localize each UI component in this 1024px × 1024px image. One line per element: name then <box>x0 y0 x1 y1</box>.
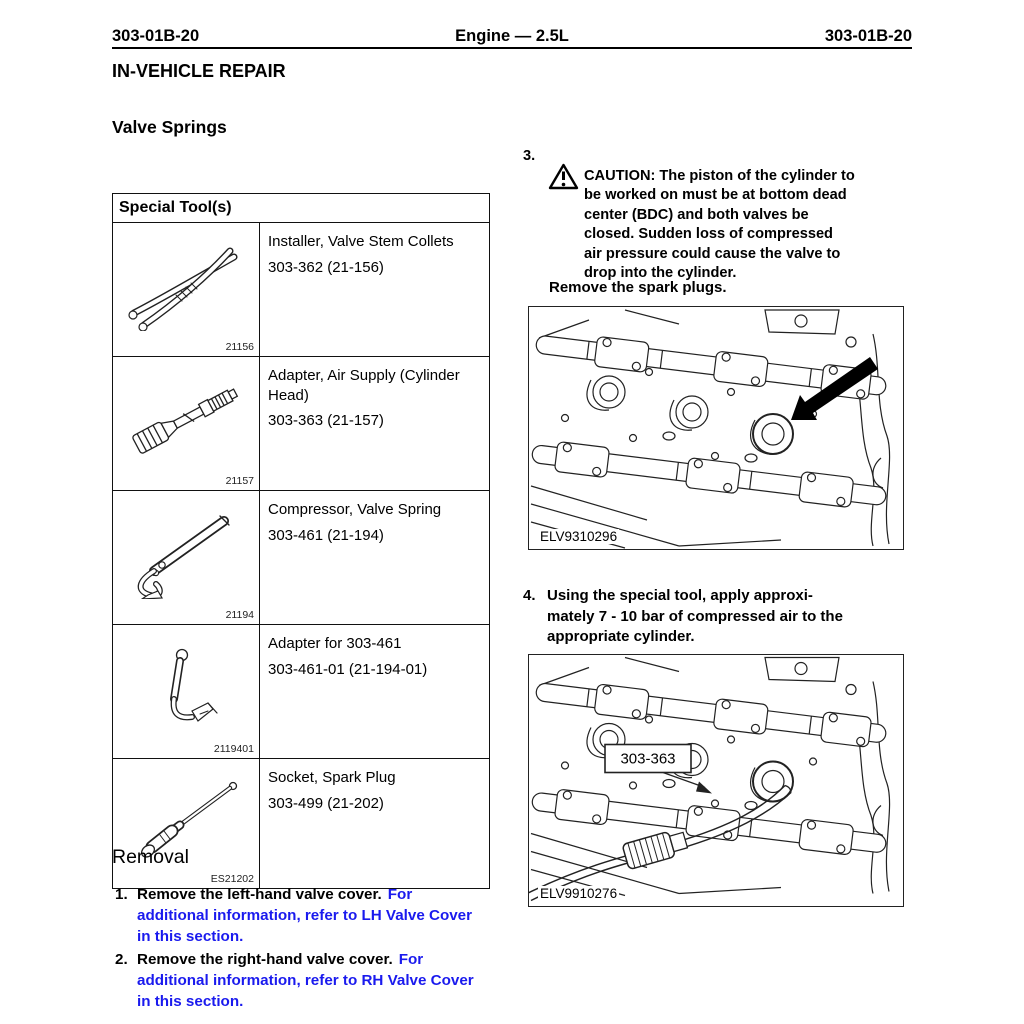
chapter-title: Engine — 2.5L <box>455 27 569 45</box>
engine-line-art <box>529 307 903 549</box>
section-code-left: 303-01B-20 <box>112 27 200 45</box>
warning-triangle-icon <box>548 143 579 196</box>
engine-line-art-with-tool <box>529 655 903 906</box>
tool-image-cell <box>113 357 260 491</box>
step-instruction: Remove the left-hand valve cover. <box>137 886 382 903</box>
tool-image-cell <box>113 625 260 759</box>
step-number: 3. <box>523 148 536 164</box>
tool-image-cell <box>113 223 260 357</box>
rh-valve-cover-link[interactable]: For additional information, refer to RH Valve Cover in this section. <box>137 951 474 1010</box>
tool-callout-label: 303-363 <box>620 750 676 768</box>
air-supply-adapter-icon <box>120 373 252 465</box>
collet-installer-icon <box>120 239 252 331</box>
spark-plug-instruction: Remove the spark plugs. <box>549 279 727 296</box>
tool-image-cell <box>113 491 260 625</box>
page-header <box>112 27 912 46</box>
tool-number: 303-363 (21-157) <box>268 412 384 429</box>
tool-image-code: 21156 <box>225 341 254 353</box>
tool-desc-cell <box>260 491 490 625</box>
tool-number: 303-461 (21-194) <box>268 526 384 544</box>
tool-image-code: ES21202 <box>210 873 254 885</box>
step-number: 1. <box>115 886 128 903</box>
tool-name: Adapter for 303-461 <box>268 635 402 652</box>
tool-number: 303-362 (21-156) <box>268 258 384 276</box>
table-row <box>113 357 490 491</box>
compressor-adapter-icon <box>120 641 252 733</box>
tool-number: 303-499 (21-202) <box>268 794 384 812</box>
special-tools-table <box>112 193 490 889</box>
callout-arrowhead <box>696 782 712 794</box>
tool-image-cell <box>113 759 260 889</box>
tool-desc-cell <box>260 223 490 357</box>
figure-code: ELV9310296 <box>540 529 618 544</box>
topic-title: Valve Springs <box>112 117 227 137</box>
table-row <box>113 759 490 889</box>
table-row <box>113 491 490 625</box>
figure-cylinder-head <box>528 306 904 550</box>
caution-body: CAUTION: The piston of the cylinder to be worked on must be at bottom dead center (BDC) and both valves be closed. Sudden loss of compressed air pressure could cause the valve to drop into the cylinder. <box>584 167 855 281</box>
tool-name: Socket, Spark Plug <box>268 769 396 786</box>
tool-desc-cell <box>260 357 490 491</box>
step-number: 4. <box>523 587 536 604</box>
tool-image-code: 21157 <box>225 475 254 487</box>
table-row <box>113 223 490 357</box>
removal-step-1 <box>115 884 481 947</box>
figure-air-supply-tool <box>528 654 904 907</box>
step-text: Using the special tool, apply approxi- mately 7 - 10 bar of compressed air to the appropriate cylinder. <box>547 587 843 645</box>
step-number: 2. <box>115 951 128 968</box>
lh-valve-cover-link[interactable]: For additional information, refer to LH Valve Cover in this section. <box>137 886 473 945</box>
section-title: IN-VEHICLE REPAIR <box>112 61 286 81</box>
special-tools-header: Special Tool(s) <box>113 194 490 223</box>
step-text <box>137 884 481 947</box>
tool-name: Adapter, Air Supply (Cylinder Head) <box>268 367 460 404</box>
tool-name: Installer, Valve Stem Collets <box>268 233 454 250</box>
tool-name: Compressor, Valve Spring <box>268 501 442 518</box>
table-row <box>113 625 490 759</box>
step-3 <box>523 147 923 284</box>
removal-step-2 <box>115 949 481 1012</box>
tool-desc-cell <box>260 759 490 889</box>
caution-text <box>547 147 855 284</box>
step-4 <box>523 586 923 648</box>
table-header-row <box>113 194 490 223</box>
tool-image-code: 21194 <box>225 609 254 621</box>
step-text <box>137 949 481 1012</box>
valve-spring-compressor-icon <box>120 507 252 599</box>
removal-heading: Removal <box>112 846 189 868</box>
tool-desc-cell <box>260 625 490 759</box>
header-rule <box>112 47 912 49</box>
tool-number: 303-461-01 (21-194-01) <box>268 660 428 678</box>
removal-steps <box>115 884 481 1014</box>
tool-image-code: 2119401 <box>213 743 254 755</box>
figure-code: ELV9910276 <box>540 886 618 901</box>
section-code-right: 303-01B-20 <box>824 27 912 45</box>
step-instruction: Remove the right-hand valve cover. <box>137 951 393 968</box>
